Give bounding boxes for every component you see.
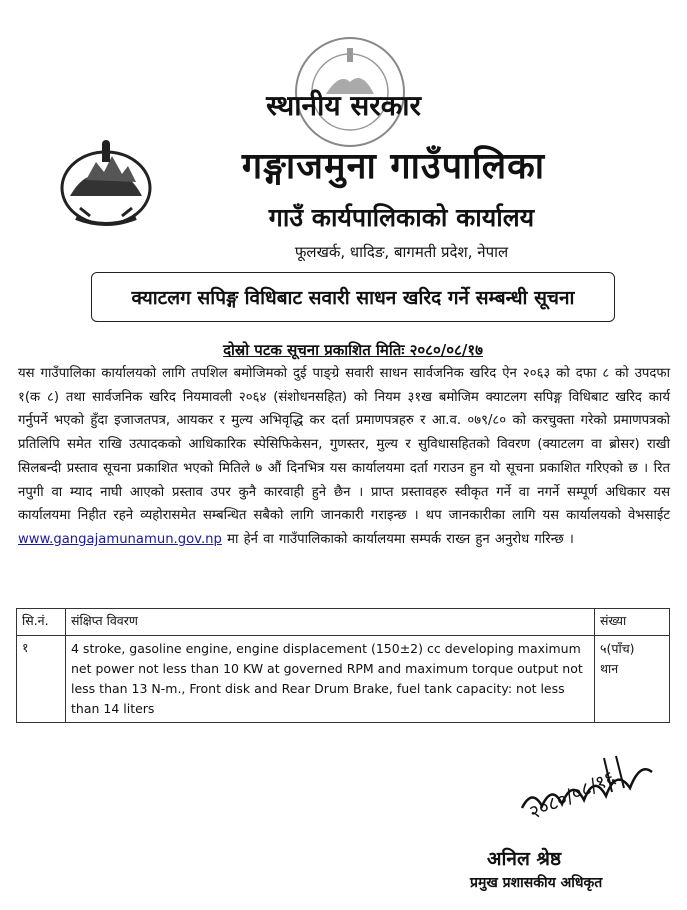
notice-closing: मा हेर्न वा गाउँपालिकाको कार्यालयमा सम्पर्क राख्न हुन अनुरोध गरिन्छ । [227,531,574,547]
quantity-unit: थान [600,661,619,676]
header-description: संक्षिप्त विवरण [66,609,595,636]
local-government-label: स्थानीय सरकार [266,89,421,122]
items-table [16,608,670,723]
notice-body [18,362,670,552]
notice-subject-text: क्याटलग सपिङ्ग विधिबाट सवारी साधन खरिद गर्ने सम्बन्धी सूचना [131,287,575,309]
row-serial: १ [17,636,66,723]
table-row [17,636,670,723]
signature-date: २०८०/०८/१६ [525,766,619,824]
website-link[interactable]: www.gangajamunamun.gov.np [18,531,222,547]
published-date: दोस्रो पटक सूचना प्रकाशित मितिः २०८०/०८/१७ [223,341,483,359]
quantity-value: ५(पाँच) [600,641,635,656]
office-name: गाउँ कार्यपालिकाको कार्यालय [268,203,535,232]
municipality-name: गङ्गाजमुना गाउँपालिका [241,146,546,187]
row-description: 4 stroke, gasoline engine, engine displacement (150±2) cc developing maximum net power not less than 10 KW at governed RPM and maximum torque output not less than 13 N-m., Front disk and Rear Drum Brake, fuel tank capacity: not less than 14 liters [66,636,595,723]
signatory-title: प्रमुख प्रशासकीय अधिकृत [470,875,603,891]
notice-subject [91,272,615,322]
header-serial: सि.नं. [17,609,66,636]
office-address: फूलखर्क, धादिङ, बागमती प्रदेश, नेपाल [294,243,509,261]
signatory-name: अनिल श्रेष्ठ [487,848,562,870]
table-header-row [17,609,670,636]
row-quantity [595,636,670,723]
header-quantity: संख्या [595,609,670,636]
notice-paragraph: यस गाउँपालिका कार्यालयको लागि तपशिल बमोजिमको दुई पाङ्ग्रे सवारी साधन सार्वजनिक खरिद ऐन २०६३ को दफा ८ को उपदफा १(क ८) तथा सार्वजनिक खरिद नियमावली २०६४ (संशोधनसहित) को नियम ३१ख बमोजिम क्याटलग सपिङ्ग विधिबाट खरिद कार्य गर्नुपर्ने भएको हुँदा इजाजतपत्र, आयकर र मुल्य अभिवृद्धि कर दर्ता प्रमाणपत्रहरु र आ.व. ०७९/८० को करचुक्ता गरेको प्रमाणपत्रको प्रतिलिपि समेत राखि उत्पादकको आधिकारिक स्पेसिफिकेसन, गुणस्तर, मुल्य र सुविधासहितको विवरण (क्याटलग वा ब्रोसर) राखी सिलबन्दी प्रस्ताव सूचना प्रकाशित भएको मितिले ७ औं दिनभित्र यस कार्यालयमा दर्ता गराउन हुन यो सूचना प्रकाशित गरिएको छ । रित नपुगी वा म्याद नाघी आएको प्रस्ताव उपर कुनै कारवाही हुने छैन । प्राप्त प्रस्तावहरु स्वीकृत गर्ने वा नगर्ने सम्पूर्ण अधिकार यस कार्यालयमा निहीत रहने व्यहोरासमेत सम्बन्धित सबैको लागि जानकारी गराइन्छ । थप जानकारीका लागि यस कार्यालयको वेभसाईट [18,366,670,524]
